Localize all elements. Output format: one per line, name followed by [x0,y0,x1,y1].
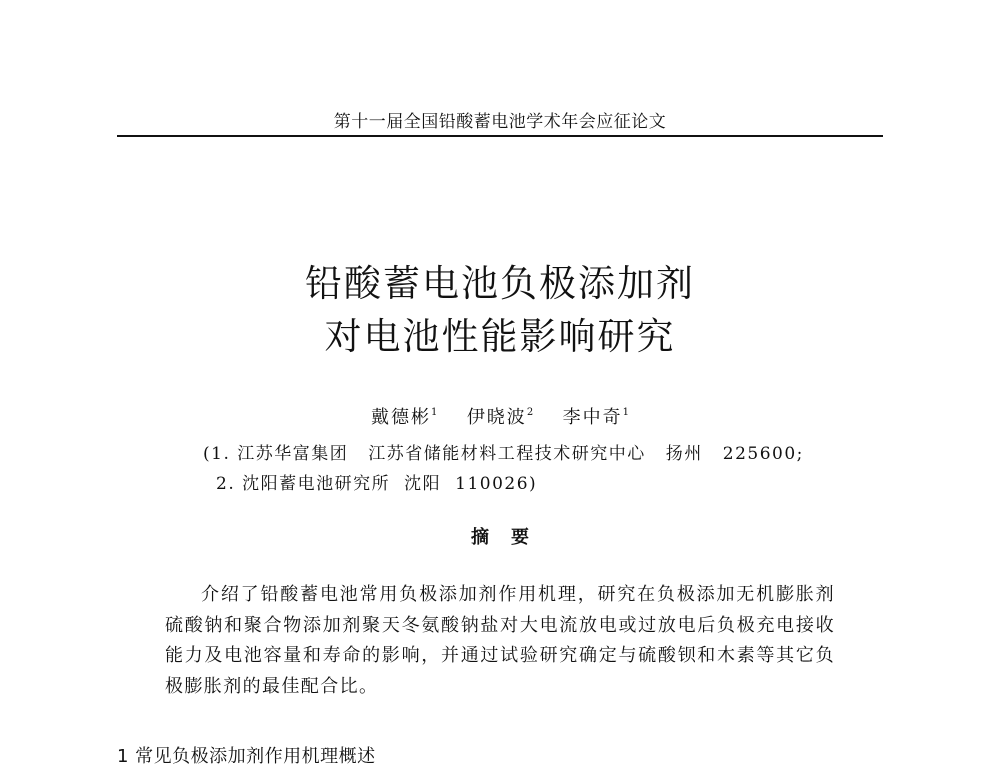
affiliation-postcode: 110026) [455,474,538,494]
paper-title-line-2: 对电池性能影响研究 [324,315,676,358]
header-rule [117,135,883,137]
affiliation-org: 2. 沈阳蓄电池研究所 [216,474,391,494]
paper-title-line-1: 铅酸蓄电池负极添加剂 [305,262,695,305]
affiliation-city: 沈阳 [404,474,442,494]
author-affil-mark: 1 [430,407,438,418]
affiliation-line-2 [216,469,537,494]
affiliation-org: (1. 江苏华富集团 [203,444,349,464]
author-name: 戴德彬 [370,407,431,428]
running-header: 第十一届全国铅酸蓄电池学术年会应征论文 [333,112,667,132]
affiliation-line-1 [203,439,804,464]
abstract-text: 介绍了铅酸蓄电池常用负极添加剂作用机理，研究在负极添加无机膨胀剂硫酸钠和聚合物添加剂聚天冬氨酸钠盐对大电流放电或过放电后负极充电接收能力及电池容量和寿命的影响，并通过试验研究确定与硫酸钡和木素等其它负极膨胀剂的最佳配合比。 [165,584,835,697]
affiliation-city: 扬州 [665,444,703,464]
affiliation-institute: 江苏省储能材料工程技术研究中心 [368,444,646,464]
author-name: 伊晓波 [466,407,527,428]
author-affil-mark: 1 [622,407,630,418]
section-heading: 1 常见负极添加剂作用机理概述 [117,746,376,767]
author-affil-mark: 2 [526,407,534,418]
abstract-heading: 摘要 [471,527,551,548]
author-list [0,403,1000,429]
author-name: 李中奇 [562,407,623,428]
affiliation-postcode: 225600; [722,444,804,464]
